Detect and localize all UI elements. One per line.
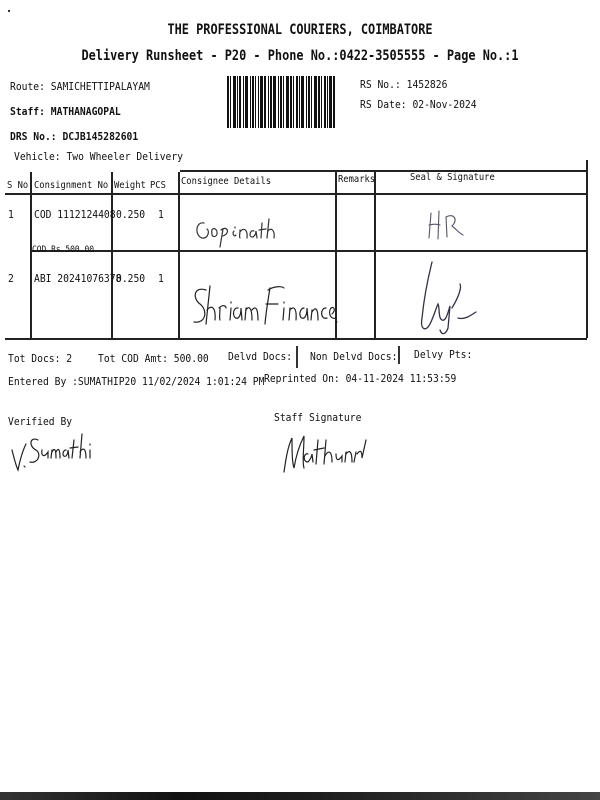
rs-number: RS No.: 1452826 <box>360 78 448 91</box>
staff-signature-mark <box>278 410 378 480</box>
header-sno: S No <box>7 180 29 191</box>
header-consignment: Consignment No <box>34 180 109 191</box>
verified-by-signature <box>8 414 98 474</box>
staff-signature-label: Staff Signature <box>274 411 362 424</box>
vehicle-text: Vehicle: Two Wheeler Delivery <box>14 150 184 163</box>
col-divider <box>178 172 180 338</box>
row1-sno: 1 <box>8 208 14 221</box>
scan-speck <box>8 10 10 12</box>
barcode <box>227 76 345 128</box>
delivered-docs: Delvd Docs: <box>228 350 293 363</box>
rs-date: RS Date: 02-Nov-2024 <box>360 98 477 111</box>
col-divider <box>586 160 588 338</box>
row-divider <box>30 250 587 252</box>
staff-text: Staff: MATHANAGOPAL <box>10 105 121 118</box>
row1-seal-signature <box>425 205 470 245</box>
row2-weight: 0.250 <box>116 272 146 285</box>
entered-by: Entered By :SUMATHIP20 11/02/2024 1:01:24 PM <box>8 375 265 388</box>
verified-by-label: Verified By <box>8 415 73 428</box>
delivered-docs-mark <box>296 346 298 368</box>
row2-pcs: 1 <box>158 272 164 285</box>
header-pcs: PCS <box>150 180 166 191</box>
header-weight: Weight <box>114 180 146 191</box>
row1-consignment: COD 1112124408 <box>34 208 116 221</box>
header-seal: Seal & Signature <box>410 172 495 183</box>
col-divider <box>111 172 113 338</box>
non-delivered-docs: Non Delvd Docs: <box>310 350 398 363</box>
drs-number: DRS No.: DCJB145282601 <box>10 130 139 143</box>
total-docs: Tot Docs: 2 <box>8 352 73 365</box>
row2-consignment: ABI 20241076378 <box>34 272 122 285</box>
reprinted-on: Reprinted On: 04-11-2024 11:53:59 <box>264 372 457 385</box>
row2-seal-signature <box>412 258 482 338</box>
header-remarks: Remarks <box>338 174 376 185</box>
non-delivered-docs-mark <box>398 346 400 364</box>
row2-sno: 2 <box>8 272 14 285</box>
table-top-border <box>180 170 587 172</box>
route-text: Route: SAMICHETTIPALAYAM <box>10 80 150 93</box>
table-header-bottom <box>5 193 587 195</box>
row1-cod-note: COD Rs.500.00 <box>32 245 94 255</box>
header-consignee: Consignee Details <box>181 176 272 187</box>
scan-edge <box>0 792 600 800</box>
row1-weight: 0.250 <box>116 208 146 221</box>
total-cod-amount: Tot COD Amt: 500.00 <box>98 352 209 365</box>
table-bottom-border <box>5 338 587 340</box>
col-divider <box>374 172 376 338</box>
runsheet-subtitle: Delivery Runsheet - P20 - Phone No.:0422-3505555 - Page No.:1 <box>81 48 519 64</box>
row2-consignee-signature <box>186 280 336 335</box>
company-title: THE PROFESSIONAL COURIERS, COIMBATORE <box>167 22 433 38</box>
delivery-points: Delvy Pts: <box>414 348 473 361</box>
row1-consignee-signature <box>190 205 290 250</box>
col-divider <box>30 172 32 338</box>
row1-pcs: 1 <box>158 208 164 221</box>
